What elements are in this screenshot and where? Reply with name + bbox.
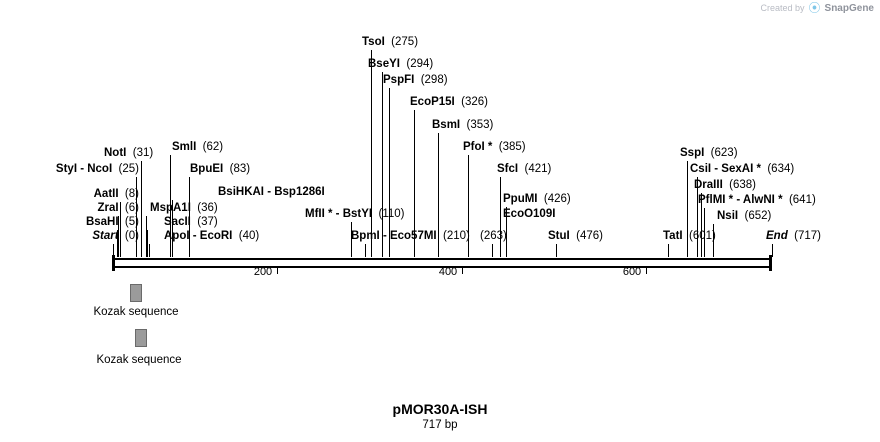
site-label-bpuei[interactable] bbox=[190, 163, 250, 175]
site-enzyme-name: StuI bbox=[548, 230, 570, 242]
site-enzyme-name: PspFI bbox=[383, 74, 415, 86]
site-leader-line bbox=[149, 244, 150, 257]
site-label-sacii[interactable] bbox=[164, 216, 218, 228]
site-leader-line bbox=[772, 244, 773, 257]
site-position: (326) bbox=[454, 96, 488, 108]
site-label-mfii-bstyi[interactable] bbox=[305, 208, 404, 220]
site-leader-line bbox=[147, 230, 148, 257]
site-enzyme-name: BpuEI bbox=[190, 163, 224, 175]
site-label-bsmi[interactable] bbox=[432, 119, 493, 131]
site-leader-line bbox=[556, 244, 557, 257]
snapgene-logo-icon: ⦿ bbox=[808, 1, 821, 15]
site-enzyme-name: AatII bbox=[93, 188, 119, 200]
site-label-tsoi[interactable] bbox=[362, 36, 418, 48]
site-position: (294) bbox=[399, 58, 434, 70]
site-label-ppumi[interactable] bbox=[503, 193, 571, 205]
site-position: (40) bbox=[232, 230, 260, 242]
site-label-mspa1i[interactable] bbox=[150, 202, 218, 214]
site-leader-line bbox=[146, 216, 147, 257]
site-enzyme-name: CsiI - SexAI * bbox=[690, 163, 761, 175]
site-label-bpmi-eco57mi[interactable] bbox=[351, 230, 470, 242]
site-position: (623) bbox=[704, 147, 738, 159]
site-leader-line bbox=[492, 244, 493, 257]
site-position: (476) bbox=[569, 230, 603, 242]
site-label-bsihkai-bsp1286i[interactable] bbox=[218, 186, 325, 198]
site-enzyme-name: PflMI * - AlwNI * bbox=[698, 194, 783, 206]
backbone-end-cap bbox=[769, 255, 772, 271]
site-enzyme-name: BpmI - Eco57MI bbox=[351, 230, 437, 242]
site-position: (263) bbox=[480, 230, 507, 242]
site-label-styi-ncoi[interactable] bbox=[0, 163, 139, 175]
site-position: (210) bbox=[436, 230, 470, 242]
site-label-bsahi[interactable] bbox=[0, 216, 139, 228]
backbone-start-cap bbox=[112, 255, 115, 271]
site-enzyme-name: TatI bbox=[663, 230, 683, 242]
site-position: (5) bbox=[118, 216, 139, 228]
site-enzyme-name: TsoI bbox=[362, 36, 385, 48]
site-position: (641) bbox=[782, 194, 816, 206]
site-leader-line bbox=[365, 244, 366, 257]
site-label-separator-263[interactable] bbox=[480, 230, 507, 242]
site-enzyme-name: BsmI bbox=[432, 119, 461, 131]
site-enzyme-name: SfcI bbox=[497, 163, 519, 175]
site-enzyme-name: DraIII bbox=[694, 179, 723, 191]
site-enzyme-name: SmlI bbox=[172, 141, 197, 153]
site-label-pspfi[interactable] bbox=[383, 74, 448, 86]
site-leader-line bbox=[687, 161, 688, 257]
site-label-ecoo109i[interactable] bbox=[503, 208, 555, 220]
site-leader-line bbox=[500, 177, 501, 257]
watermark-prefix: Created by bbox=[760, 3, 805, 13]
site-enzyme-name: SspI bbox=[680, 147, 705, 159]
site-enzyme-name: NsiI bbox=[717, 210, 739, 222]
site-label-apoi-ecori[interactable] bbox=[164, 230, 259, 242]
site-label-nsii[interactable] bbox=[717, 210, 771, 222]
site-enzyme-name: MspA1I bbox=[150, 202, 191, 214]
site-enzyme-name: End bbox=[766, 230, 788, 242]
site-position: (385) bbox=[492, 141, 526, 153]
site-enzyme-name: ApoI - EcoRI bbox=[164, 230, 233, 242]
plasmid-size: 717 bp bbox=[422, 419, 458, 431]
site-enzyme-name: EcoP15I bbox=[410, 96, 455, 108]
site-position: (426) bbox=[537, 193, 571, 205]
site-label-stui[interactable] bbox=[548, 230, 603, 242]
site-position: (6) bbox=[118, 202, 139, 214]
site-position: (37) bbox=[190, 216, 218, 228]
site-label-pfoi[interactable] bbox=[463, 141, 526, 153]
site-position: (31) bbox=[126, 147, 154, 159]
site-position: (8) bbox=[118, 188, 139, 200]
site-position: (25) bbox=[112, 163, 139, 175]
site-position: (298) bbox=[414, 74, 448, 86]
site-position: (421) bbox=[518, 163, 552, 175]
ruler-tick-label: 600 bbox=[622, 266, 642, 278]
site-enzyme-name: NotI bbox=[104, 147, 127, 159]
site-position: (0) bbox=[118, 230, 139, 242]
site-label-draiii[interactable] bbox=[694, 179, 756, 191]
snapgene-watermark bbox=[760, 2, 874, 14]
site-enzyme-name: ZraI bbox=[97, 202, 119, 214]
site-label-sspi[interactable] bbox=[680, 147, 738, 159]
site-label-csii-sexai[interactable] bbox=[690, 163, 794, 175]
ruler-tick-label: 200 bbox=[253, 266, 273, 278]
site-label-aatii[interactable] bbox=[0, 188, 139, 200]
site-leader-line bbox=[371, 50, 372, 257]
site-label-bseyi[interactable] bbox=[368, 58, 433, 70]
site-label-smli[interactable] bbox=[172, 141, 223, 153]
ruler-tick bbox=[646, 268, 647, 274]
site-enzyme-name: StyI - NcoI bbox=[55, 163, 113, 175]
site-position: (353) bbox=[460, 119, 494, 131]
site-position: (110) bbox=[372, 208, 405, 220]
site-enzyme-name: BseYI bbox=[368, 58, 400, 70]
site-enzyme-name: BsaHI bbox=[85, 216, 119, 228]
ruler-tick-label: 400 bbox=[438, 266, 458, 278]
site-position: (62) bbox=[196, 141, 224, 153]
site-enzyme-name: EcoO109I bbox=[503, 208, 556, 220]
site-leader-line bbox=[141, 161, 142, 257]
site-position: (652) bbox=[738, 210, 772, 222]
site-position: (717) bbox=[787, 230, 821, 242]
site-leader-line bbox=[113, 244, 114, 257]
site-leader-line bbox=[668, 244, 669, 257]
feature-box-kozak-sequence[interactable] bbox=[135, 329, 147, 347]
site-position: (634) bbox=[760, 163, 795, 175]
site-label-start[interactable] bbox=[0, 230, 139, 242]
site-label-sfci[interactable] bbox=[497, 163, 551, 175]
site-label-zrai[interactable] bbox=[0, 202, 139, 214]
site-position: (83) bbox=[223, 163, 251, 175]
site-label-noti[interactable] bbox=[104, 147, 153, 159]
site-enzyme-name: PfoI * bbox=[463, 141, 493, 153]
site-position: (601) bbox=[682, 230, 716, 242]
site-position: (638) bbox=[722, 179, 757, 191]
feature-label-kozak-sequence: Kozak sequence bbox=[96, 354, 182, 366]
ruler-tick bbox=[462, 268, 463, 274]
site-enzyme-name: BsiHKAI - Bsp1286I bbox=[218, 186, 325, 198]
site-enzyme-name: SacII bbox=[164, 216, 191, 228]
watermark-brand: SnapGene bbox=[824, 2, 874, 14]
site-position: (36) bbox=[190, 202, 218, 214]
site-label-ecop15i[interactable] bbox=[410, 96, 488, 108]
feature-box-kozak-sequence[interactable] bbox=[130, 284, 142, 302]
site-enzyme-name: Start bbox=[92, 230, 119, 242]
site-position: (275) bbox=[384, 36, 419, 48]
ruler-tick bbox=[277, 268, 278, 274]
site-enzyme-name: PpuMI bbox=[503, 193, 538, 205]
feature-label-kozak-sequence: Kozak sequence bbox=[93, 306, 179, 318]
site-label-end[interactable] bbox=[766, 230, 821, 242]
site-label-pflmi-alwni[interactable] bbox=[698, 194, 816, 206]
site-label-tati[interactable] bbox=[663, 230, 716, 242]
site-enzyme-name: MfII * - BstYI bbox=[305, 208, 373, 220]
plasmid-name: pMOR30A-ISH bbox=[392, 401, 488, 417]
